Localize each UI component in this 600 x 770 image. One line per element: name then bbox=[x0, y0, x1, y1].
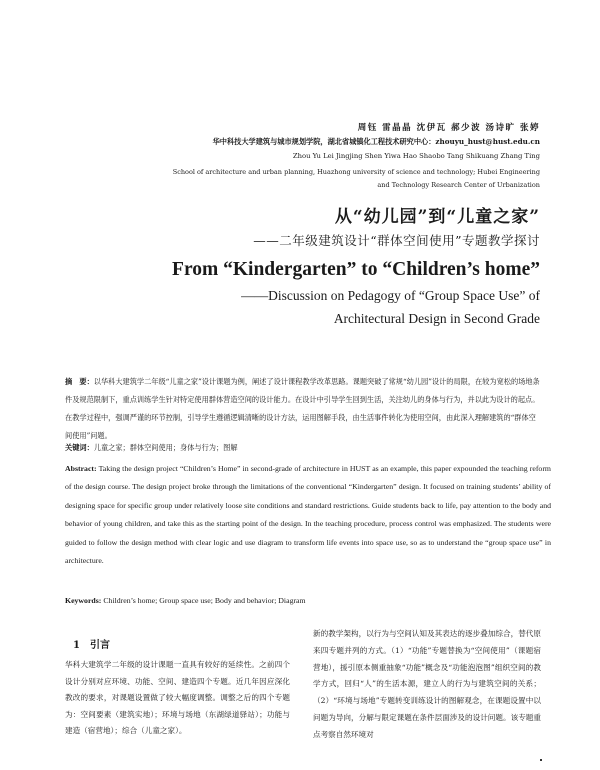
title-cn: 从“幼儿园”到“儿童之家” bbox=[334, 207, 540, 227]
section-heading-introduction: 1 引言 bbox=[73, 640, 110, 651]
affiliation-en-line1: School of architecture and urban planning, Huazhong university of science and technology; Hubei Engineering bbox=[172, 168, 540, 176]
keywords-en bbox=[65, 596, 543, 605]
affiliation-en bbox=[20, 166, 540, 192]
subtitle-cn: ——二年级建筑设计“群体空间使用”专题教学探讨 bbox=[253, 233, 540, 248]
abstract-en-text: Taking the design project “Children’s Home” in second-grade of architecture in HUST as an example, this paper expounded the teaching reform of the design course. The design project broke through the limitations of the conventional “Kindergarten” design. It focused on training students’ ability of designing space for specific group under relatively loose site conditions and standard restrictions. Guide students back to life, pay attention to the body and behavior of young children, and take this as the starting point of the design. In the teaching procedure, process control was emphasized. The students were guided to follow the design method with clear logic and use diagram to transform life events into space use, so as to understand the “group space use” in architecture. bbox=[65, 464, 551, 566]
keywords-cn-text: 儿童之家；群体空间使用；身体与行为；图解 bbox=[93, 443, 238, 452]
abstract-en-label: Abstract: bbox=[65, 464, 97, 473]
abstract-cn bbox=[65, 373, 543, 445]
affiliation-en-line2: and Technology Research Center of Urbanization bbox=[377, 181, 540, 189]
body-text-left-column: 华科大建筑学二年级的设计课题一直具有较好的延续性。之前四个设计分别对应环境、功能、空间、建造四个专题。近几年因应深化教改的要求，对课题设置做了较大幅度调整。调整之后的四个专题为：空间要素（建筑实地）；环境与场地（东湖绿道驿站）；功能与建造（宿营地）；综合（儿童之家）。 bbox=[65, 660, 290, 736]
keywords-cn-label: 关键词： bbox=[65, 443, 94, 452]
authors-en: Zhou Yu Lei Jingjing Shen Yiwa Hao Shaobo Tang Shikuang Zhang Ting bbox=[292, 152, 540, 160]
subtitle-en-line1: ——Discussion on Pedagogy of “Group Space Use” of bbox=[241, 288, 540, 303]
abstract-en bbox=[65, 460, 551, 570]
keywords-en-text: Children’s home; Group space use; Body and behavior; Diagram bbox=[103, 596, 306, 605]
page-dot bbox=[540, 759, 542, 761]
keywords-en-label: Keywords: bbox=[65, 596, 102, 605]
keywords-cn bbox=[65, 443, 543, 453]
authors-cn: 周钰 雷晶晶 沈伊瓦 郝少波 汤诗旷 张婷 bbox=[357, 123, 540, 133]
subtitle-en-line2: Architectural Design in Second Grade bbox=[333, 311, 540, 326]
title-en: From “Kindergarten” to “Children’s home” bbox=[172, 259, 540, 280]
abstract-cn-text: 以华科大建筑学二年级“儿童之家”设计课题为例，阐述了设计课程教学改革思路。课题突破了常规“幼儿园”设计的局限，在较为宽松的场地条件及规范限制下，重点训练学生针对特定使用群体营造空间的设计能力。在设计中引导学生回到生活，关注幼儿的身体与行为，并以此为设计的起点。在教学过程中，强调严谨的环节控制，引导学生遵循逻辑清晰的设计方法，运用图解手段，由生活事件转化为使用空间，由此深入理解建筑的“群体空间使用”问题。 bbox=[65, 377, 540, 440]
abstract-cn-label: 摘 要： bbox=[65, 377, 94, 386]
affiliation-cn: 华中科技大学建筑与城市规划学院，湖北省城镇化工程技术研究中心：zhouyu_hust@hust.edu.cn bbox=[212, 137, 540, 146]
body-text-right-column: 新的教学架构，以行为与空间认知及其表达的逐步叠加综合，替代原来四专题并列的方式。（1）“功能”专题替换为“空间使用”（课题宿营地），援引原本侧重抽象“功能”概念及“功能泡泡图”组织空间的教学方式，回归“人”的生活本源，建立人的行为与建筑空间的关系；（2）“环境与场地”专题转变训练设计的图解观念，在课题设置中以问题为导向，分解与限定课题在条件层面涉及的设计问题。该专题重点考察自然环境对 bbox=[313, 629, 541, 739]
